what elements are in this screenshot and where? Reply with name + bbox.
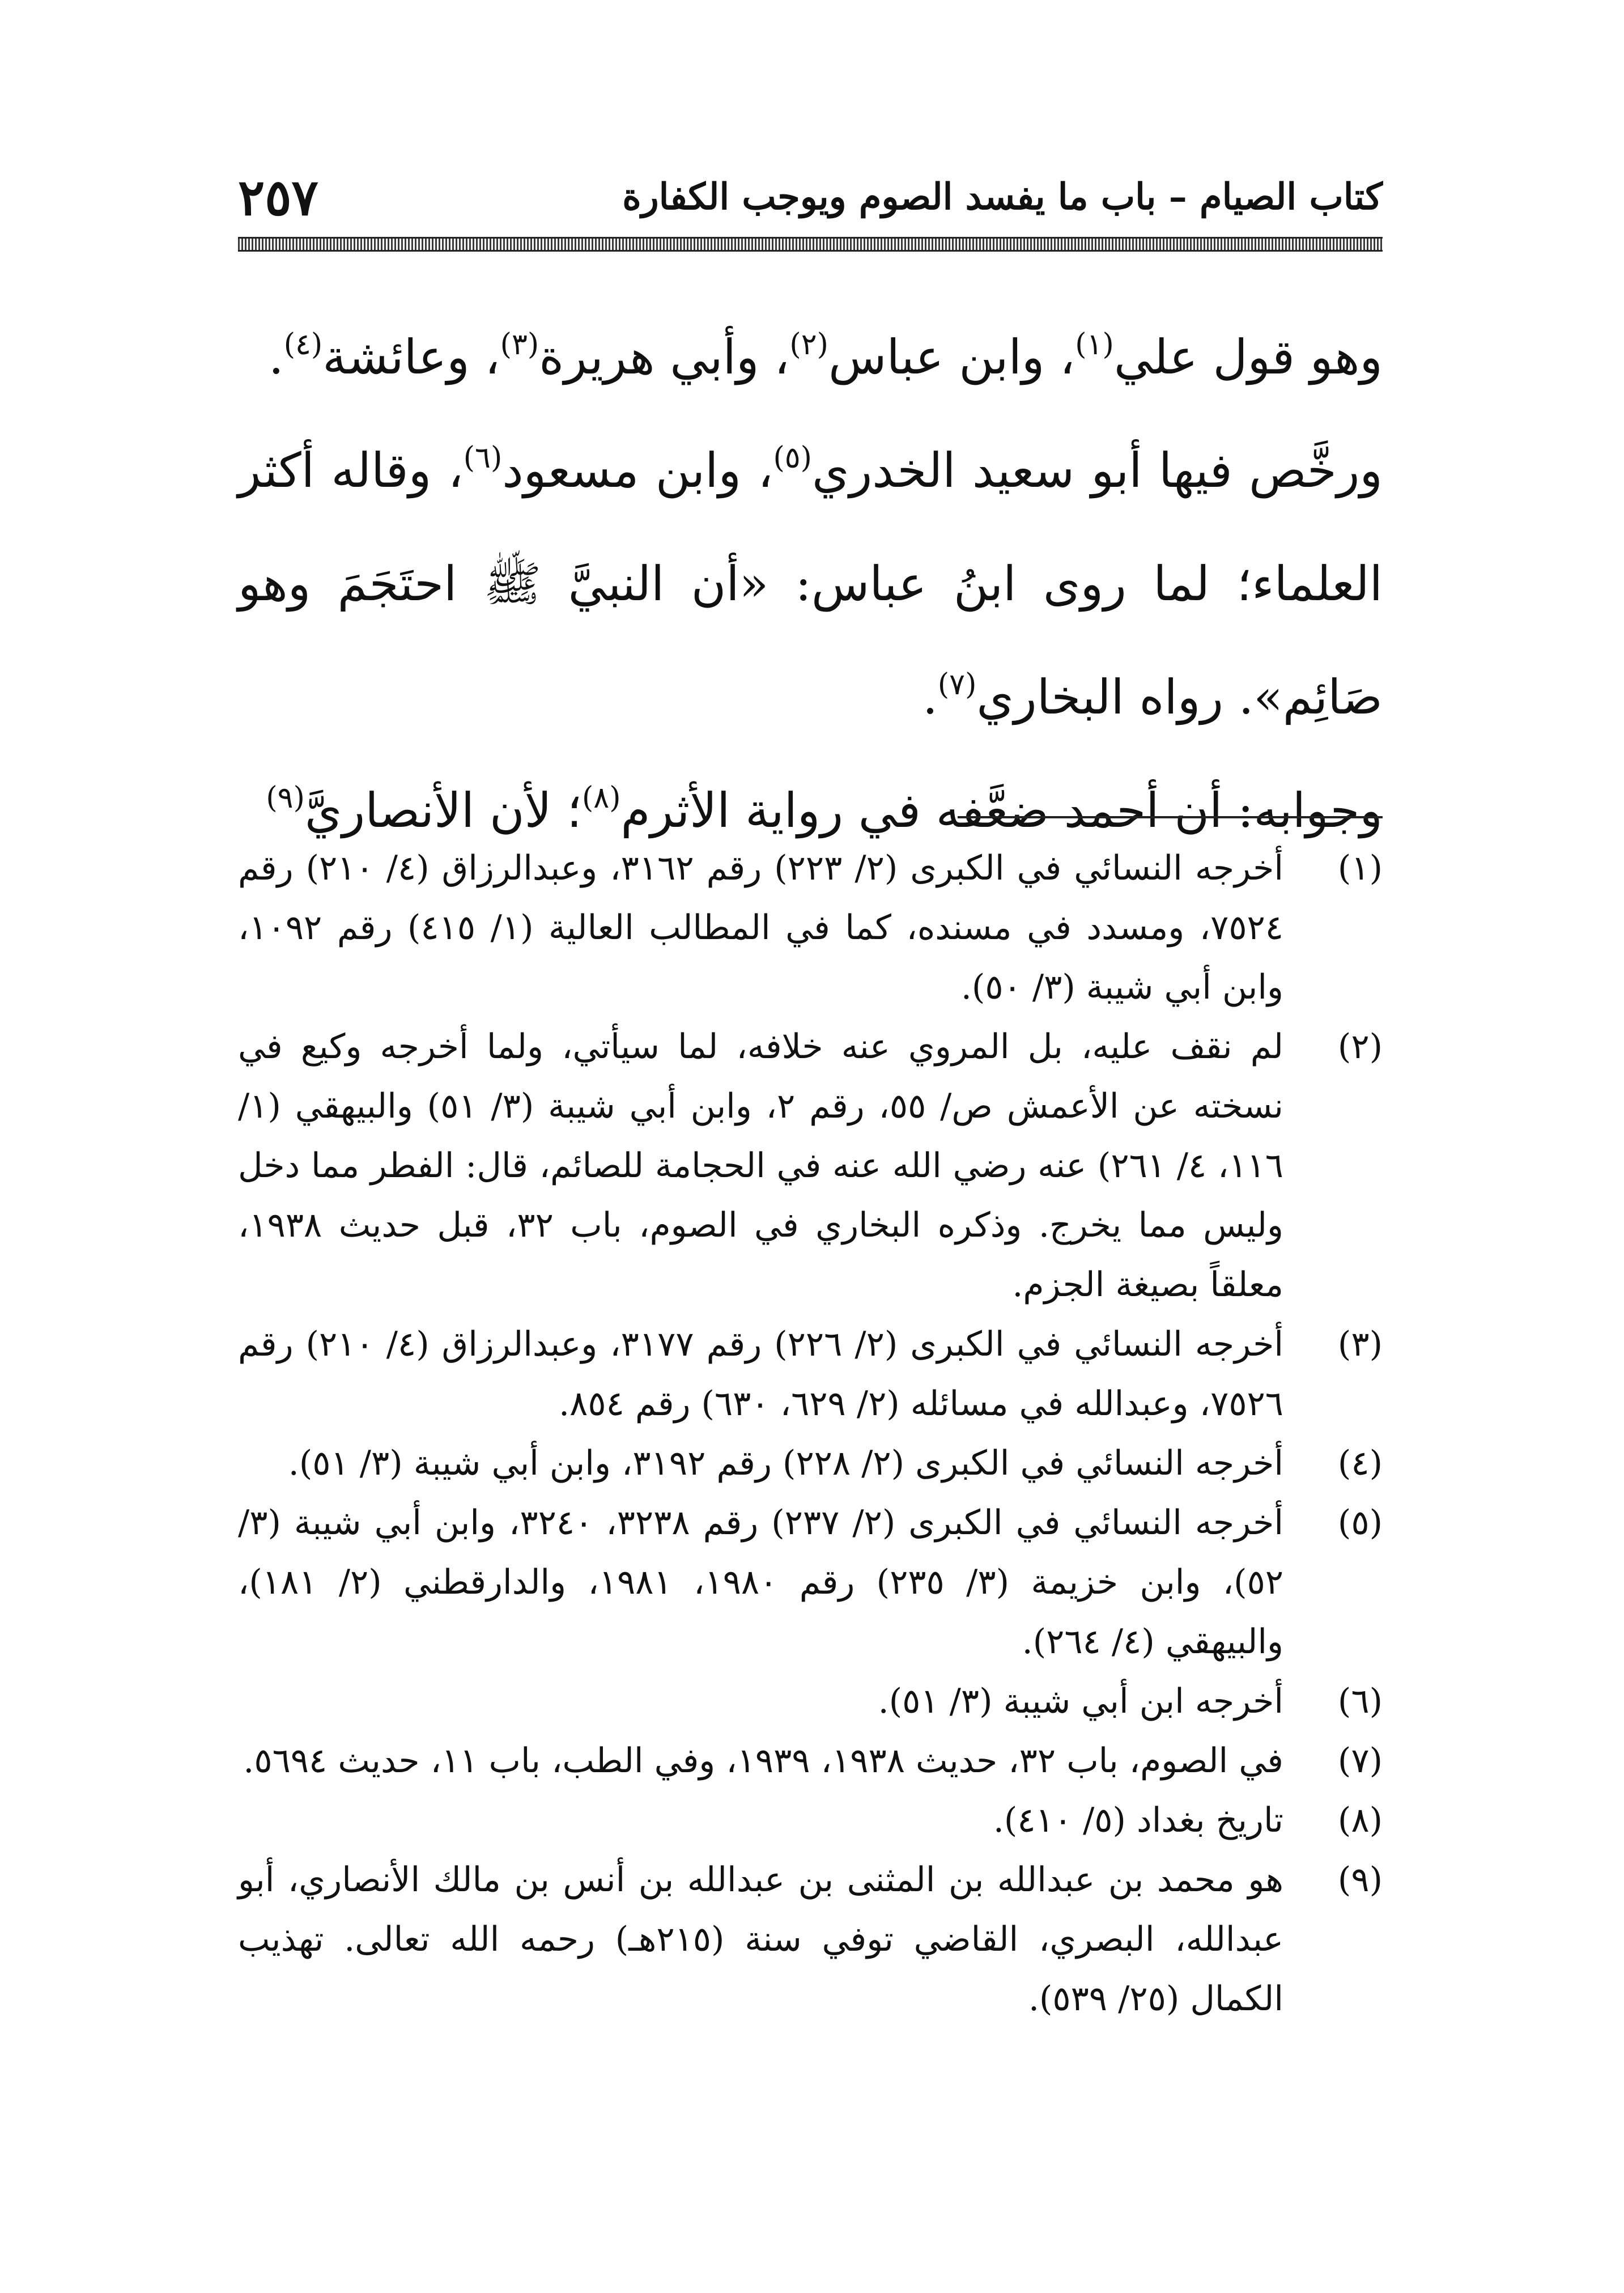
footnote-number: (٤) xyxy=(1337,1443,1383,1483)
footnote-number: (٥) xyxy=(1337,1503,1383,1543)
footnote-ref: (٢) xyxy=(789,328,828,362)
footnote-separator xyxy=(958,816,1383,818)
footnote-5 xyxy=(238,1493,1383,1672)
footnote-number: (٦) xyxy=(1337,1681,1383,1721)
footnote-ref: (٥) xyxy=(773,441,812,475)
footnotes xyxy=(238,839,1383,2029)
paragraph-2-text: ، وابن مسعود xyxy=(502,443,773,498)
footnote-text: أخرجه ابن أبي شيبة (٣/ ٥١). xyxy=(878,1681,1283,1721)
footnote-1 xyxy=(238,839,1383,1017)
footnote-text: أخرجه النسائي في الكبرى (٢/ ٢٢٣) رقم ٣١٦٢، وعبدالرزاق (٤/ ٢١٠) رقم ٧٥٢٤، ومسدد في مسنده، كما في المطالب العالية (١/ ٤١٥) رقم ١٠٩٢، وابن أبي شيبة (٣/ ٥٠). xyxy=(238,848,1283,1007)
paragraph-1-text: ، وابن عباس xyxy=(828,329,1075,385)
paragraph-2 xyxy=(238,414,1383,754)
footnote-text: تاريخ بغداد (٥/ ٤١٠). xyxy=(993,1801,1283,1840)
footnote-6 xyxy=(238,1672,1383,1731)
footnote-ref: (١) xyxy=(1075,328,1114,362)
footnote-text: لم نقف عليه، بل المروي عنه خلافه، لما سيأتي، ولما أخرجه وكيع في نسخته عن الأعمش ص/ ٥٥، رقم ٢، وابن أبي شيبة (٣/ ٥١) والبيهقي (١/ ١١٦، ٤/ ٢٦١) عنه رضي الله عنه في الحجامة للصائم، قال: الفطر مما دخل وليس مما يخرج. وذكره البخاري في الصوم، باب ٣٢، قبل حديث ١٩٣٨، معلقاً بصيغة الجزم. xyxy=(238,1027,1283,1305)
paragraph-2-text: ورخَّص فيها أبو سعيد الخدري xyxy=(811,443,1383,498)
header-rule xyxy=(238,237,1383,252)
footnote-ref: (٧) xyxy=(937,668,977,702)
paragraph-2-text: . xyxy=(922,669,938,725)
paragraph-1-text: وهو قول علي xyxy=(1113,329,1383,385)
footnote-3 xyxy=(238,1315,1383,1434)
footnote-9 xyxy=(238,1850,1383,2029)
footnote-ref: (٣) xyxy=(500,328,539,362)
footnote-ref: (٨) xyxy=(581,781,621,815)
paragraph-1-text: ، وأبي هريرة xyxy=(539,329,790,385)
footnote-text: أخرجه النسائي في الكبرى (٢/ ٢٢٦) رقم ٣١٧٧، وعبدالرزاق (٤/ ٢١٠) رقم ٧٥٢٦، وعبدالله في مسائله (٢/ ٦٢٩، ٦٣٠) رقم ٨٥٤. xyxy=(238,1324,1283,1424)
footnote-number: (٩) xyxy=(1337,1860,1383,1900)
footnote-ref: (٩) xyxy=(266,781,305,815)
page-number: ٢٥٧ xyxy=(238,168,318,227)
footnote-7 xyxy=(238,1731,1383,1791)
main-text xyxy=(238,300,1383,867)
footnote-8 xyxy=(238,1791,1383,1850)
running-header xyxy=(238,168,1383,238)
footnote-number: (٨) xyxy=(1337,1801,1383,1840)
paragraph-2-text: ، وقاله أكثر العلماء؛ لما روى ابنُ عباس: «أن النبيَّ ﷺ احتَجَمَ وهو صَائِم». رواه البخاري xyxy=(238,443,1383,725)
paragraph-1 xyxy=(238,300,1383,414)
footnote-2 xyxy=(238,1017,1383,1315)
paragraph-1-text: ، وعائشة xyxy=(322,329,500,385)
footnote-text: أخرجه النسائي في الكبرى (٢/ ٢٣٧) رقم ٣٢٣٨، ٣٢٤٠، وابن أبي شيبة (٣/ ٥٢)، وابن خزيمة (٣/ ٢٣٥) رقم ١٩٨٠، ١٩٨١، والدارقطني (٢/ ١٨١)، والبيهقي (٤/ ٢٦٤). xyxy=(238,1503,1284,1662)
footnote-number: (٢) xyxy=(1337,1027,1383,1067)
footnote-text: في الصوم، باب ٣٢، حديث ١٩٣٨، ١٩٣٩، وفي الطب، باب ١١، حديث ٥٦٩٤. xyxy=(243,1741,1283,1781)
header-title: كتاب الصيام – باب ما يفسد الصوم ويوجب الكفارة xyxy=(622,176,1383,218)
footnote-number: (٧) xyxy=(1337,1741,1383,1781)
footnote-4 xyxy=(238,1434,1383,1493)
paragraph-3-text: وجوابه: أن أحمد ضعَّفه في رواية الأثرم xyxy=(620,783,1383,838)
paragraph-3-text: ؛ لأن الأنصاريَّ xyxy=(304,783,582,838)
footnote-ref: (٤) xyxy=(283,328,323,362)
footnote-text: هو محمد بن عبدالله بن المثنى بن عبدالله بن أنس بن مالك الأنصاري، أبو عبدالله، البصري، القاضي توفي سنة (٢١٥هـ) رحمه الله تعالى. تهذيب الكمال (٢٥/ ٥٣٩). xyxy=(238,1860,1283,2019)
footnote-text: أخرجه النسائي في الكبرى (٢/ ٢٢٨) رقم ٣١٩٢، وابن أبي شيبة (٣/ ٥١). xyxy=(288,1443,1283,1483)
footnote-number: (١) xyxy=(1337,848,1383,888)
footnote-number: (٣) xyxy=(1337,1324,1383,1364)
footnote-ref: (٦) xyxy=(463,441,503,475)
paragraph-1-text: . xyxy=(268,329,284,385)
